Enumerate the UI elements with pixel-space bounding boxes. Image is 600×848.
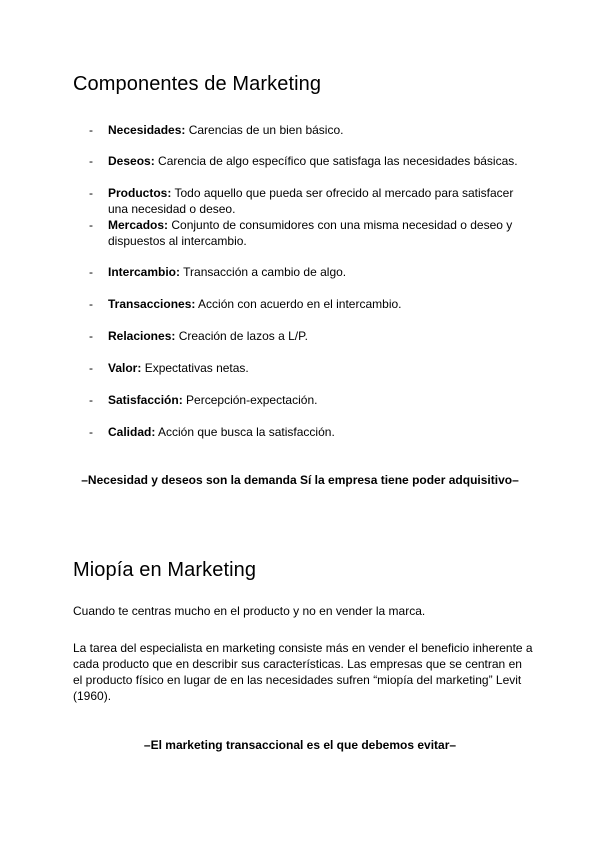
bullet-dash: -: [89, 329, 93, 343]
miopia-definition: Cuando te centras mucho en el producto y no en vender la marca.: [73, 604, 426, 618]
item-desc: Todo aquello que pueda ser ofrecido al mercado para satisfacer una necesidad o deseo.: [108, 186, 514, 216]
bullet-dash: -: [89, 154, 93, 168]
transactional-summary: –El marketing transaccional es el que debemos evitar–: [143, 738, 457, 752]
item-desc: Transacción a cambio de algo.: [183, 265, 347, 279]
bullet-dash: -: [89, 123, 93, 137]
bullet-dash: -: [89, 297, 93, 311]
item-desc: Creación de lazos a L/P.: [178, 329, 308, 343]
bullet-dash: -: [89, 218, 93, 232]
item-desc: Expectativas netas.: [144, 361, 249, 375]
bullet-dash: -: [89, 393, 93, 407]
item-desc: Acción con acuerdo en el intercambio.: [198, 297, 402, 311]
item-term: Satisfacción:: [108, 393, 183, 407]
bullet-dash: -: [89, 186, 93, 200]
item-term: Intercambio:: [108, 265, 181, 279]
item-term: Productos:: [108, 186, 172, 200]
item-term: Relaciones:: [108, 329, 176, 343]
bullet-dash: -: [89, 265, 93, 279]
item-term: Valor:: [108, 361, 142, 375]
item-desc: Conjunto de consumidores con una misma necesidad o deseo y dispuestos al intercambio.: [108, 218, 513, 248]
item-desc: Acción que busca la satisfacción.: [158, 425, 335, 439]
item-term: Calidad:: [108, 425, 156, 439]
section-title-miopia: Miopía en Marketing: [73, 559, 257, 581]
demand-summary: –Necesidad y deseos son la demanda Sí la empresa tiene poder adquisitivo–: [81, 473, 519, 487]
item-term: Mercados:: [108, 218, 169, 232]
item-desc: Percepción-expectación.: [186, 393, 318, 407]
item-desc: Carencia de algo específico que satisfaga las necesidades básicas.: [158, 154, 518, 168]
bullet-dash: -: [89, 361, 93, 375]
bullet-dash: -: [89, 425, 93, 439]
item-desc: Carencias de un bien básico.: [188, 123, 344, 137]
miopia-explanation: La tarea del especialista en marketing consiste más en vender el beneficio inherente a cada producto que en describir sus características. Las empresas que se centran en el producto físico en lugar de en las necesidades sufren “miopía del marketing” Levit (1960).: [73, 641, 533, 703]
item-term: Deseos:: [108, 154, 155, 168]
item-term: Transacciones:: [108, 297, 196, 311]
item-term: Necesidades:: [108, 123, 186, 137]
section-title-componentes: Componentes de Marketing: [73, 73, 322, 95]
